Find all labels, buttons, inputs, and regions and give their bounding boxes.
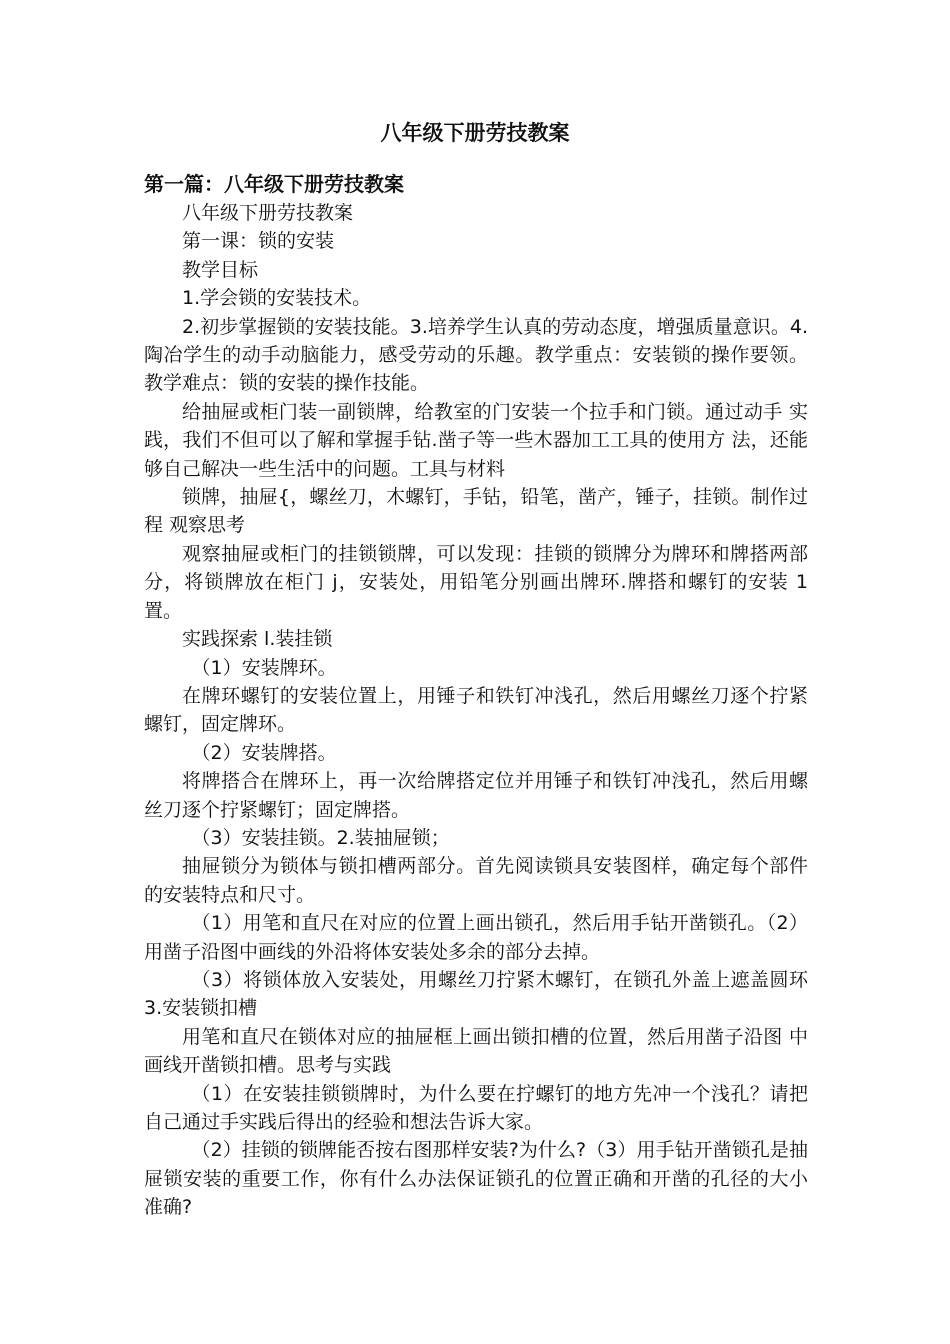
paragraph: 给抽屉或柜门装一副锁牌，给教室的门安装一个拉手和门锁。通过动手 实践，我们不但可以了解和掌握手钻.凿子等一些木器加工工具的使用方 法，还能够自己解决一些生活中的问题。工具与材料 [144, 400, 808, 480]
paragraph: （3）将锁体放入安装处，用螺丝刀拧紧木螺钉，在锁孔外盖上遮盖圆环 3.安装锁扣槽 [144, 968, 808, 1020]
section-heading: 第一篇：八年级下册劳技教案 [144, 172, 404, 196]
paragraph: （1）安装牌环。 [191, 656, 337, 679]
paragraph: 实践探索 l.装挂锁 [182, 628, 333, 651]
paragraph: 抽屉锁分为锁体与锁扣槽两部分。首先阅读锁具安装图样，确定每个部件的安装特点和尺寸。 [144, 855, 808, 906]
paragraph: 1.学会锁的安装技术。 [182, 287, 372, 310]
paragraph: 教学目标 [182, 258, 259, 281]
paragraph: 2.初步掌握锁的安装技能。3.培养学生认真的劳动态度，增强质量意识。4.陶冶学生的动手动脑能力，感受劳动的乐趣。教学重点：安装锁的操作要领。教学难点：锁的安装的操作技能。 [144, 315, 808, 395]
paragraph: 用笔和直尺在锁体对应的抽屉框上画出锁扣槽的位置，然后用凿子沿图 中画线开凿锁扣槽。思考与实践 [144, 1025, 808, 1077]
paragraph: 在牌环螺钉的安装位置上，用锤子和铁钉冲浅孔，然后用螺丝刀逐个拧紧螺钉，固定牌环。 [144, 684, 808, 736]
document-body [144, 199, 808, 1222]
paragraph: 锁牌，抽屉{，螺丝刀，木螺钉，手钻，铅笔，凿产，锤子，挂锁。制作过程 观察思考 [144, 486, 808, 537]
paragraph: （1）用笔和直尺在对应的位置上画出锁孔，然后用手钻开凿锁孔。（2）用凿子沿图中画线的外沿将体安装处多余的部分去掉。 [144, 912, 808, 963]
paragraph: 观察抽屉或柜门的挂锁锁牌，可以发现：挂锁的锁牌分为牌环和牌搭两部分，将锁牌放在柜门 j，安装处，用铅笔分别画出牌环.牌搭和螺钉的安装 1 置。 [144, 542, 808, 622]
paragraph: （2）安装牌搭。 [191, 741, 337, 764]
paragraph: （1）在安装挂锁锁牌时，为什么要在拧螺钉的地方先冲一个浅孔？请把自己通过手实践后得出的经验和想法告诉大家。 [144, 1082, 808, 1133]
document-title: 八年级下册劳技教案 [380, 121, 570, 145]
paragraph: （2）挂锁的锁牌能否按右图那样安装?为什么?（3）用手钻开凿锁孔是抽屉锁安装的重要工作，你有什么办法保证锁孔的位置正确和开凿的孔径的大小准确? [144, 1139, 808, 1219]
paragraph: （3）安装挂锁。2.装抽屉锁； [191, 826, 450, 849]
paragraph: 第一课：锁的安装 [182, 230, 335, 253]
paragraph: 八年级下册劳技教案 [182, 202, 354, 224]
paragraph: 将牌搭合在牌环上，再一次给牌搭定位并用锤子和铁钉冲浅孔，然后用螺丝刀逐个拧紧螺钉；固定牌搭。 [144, 770, 808, 821]
